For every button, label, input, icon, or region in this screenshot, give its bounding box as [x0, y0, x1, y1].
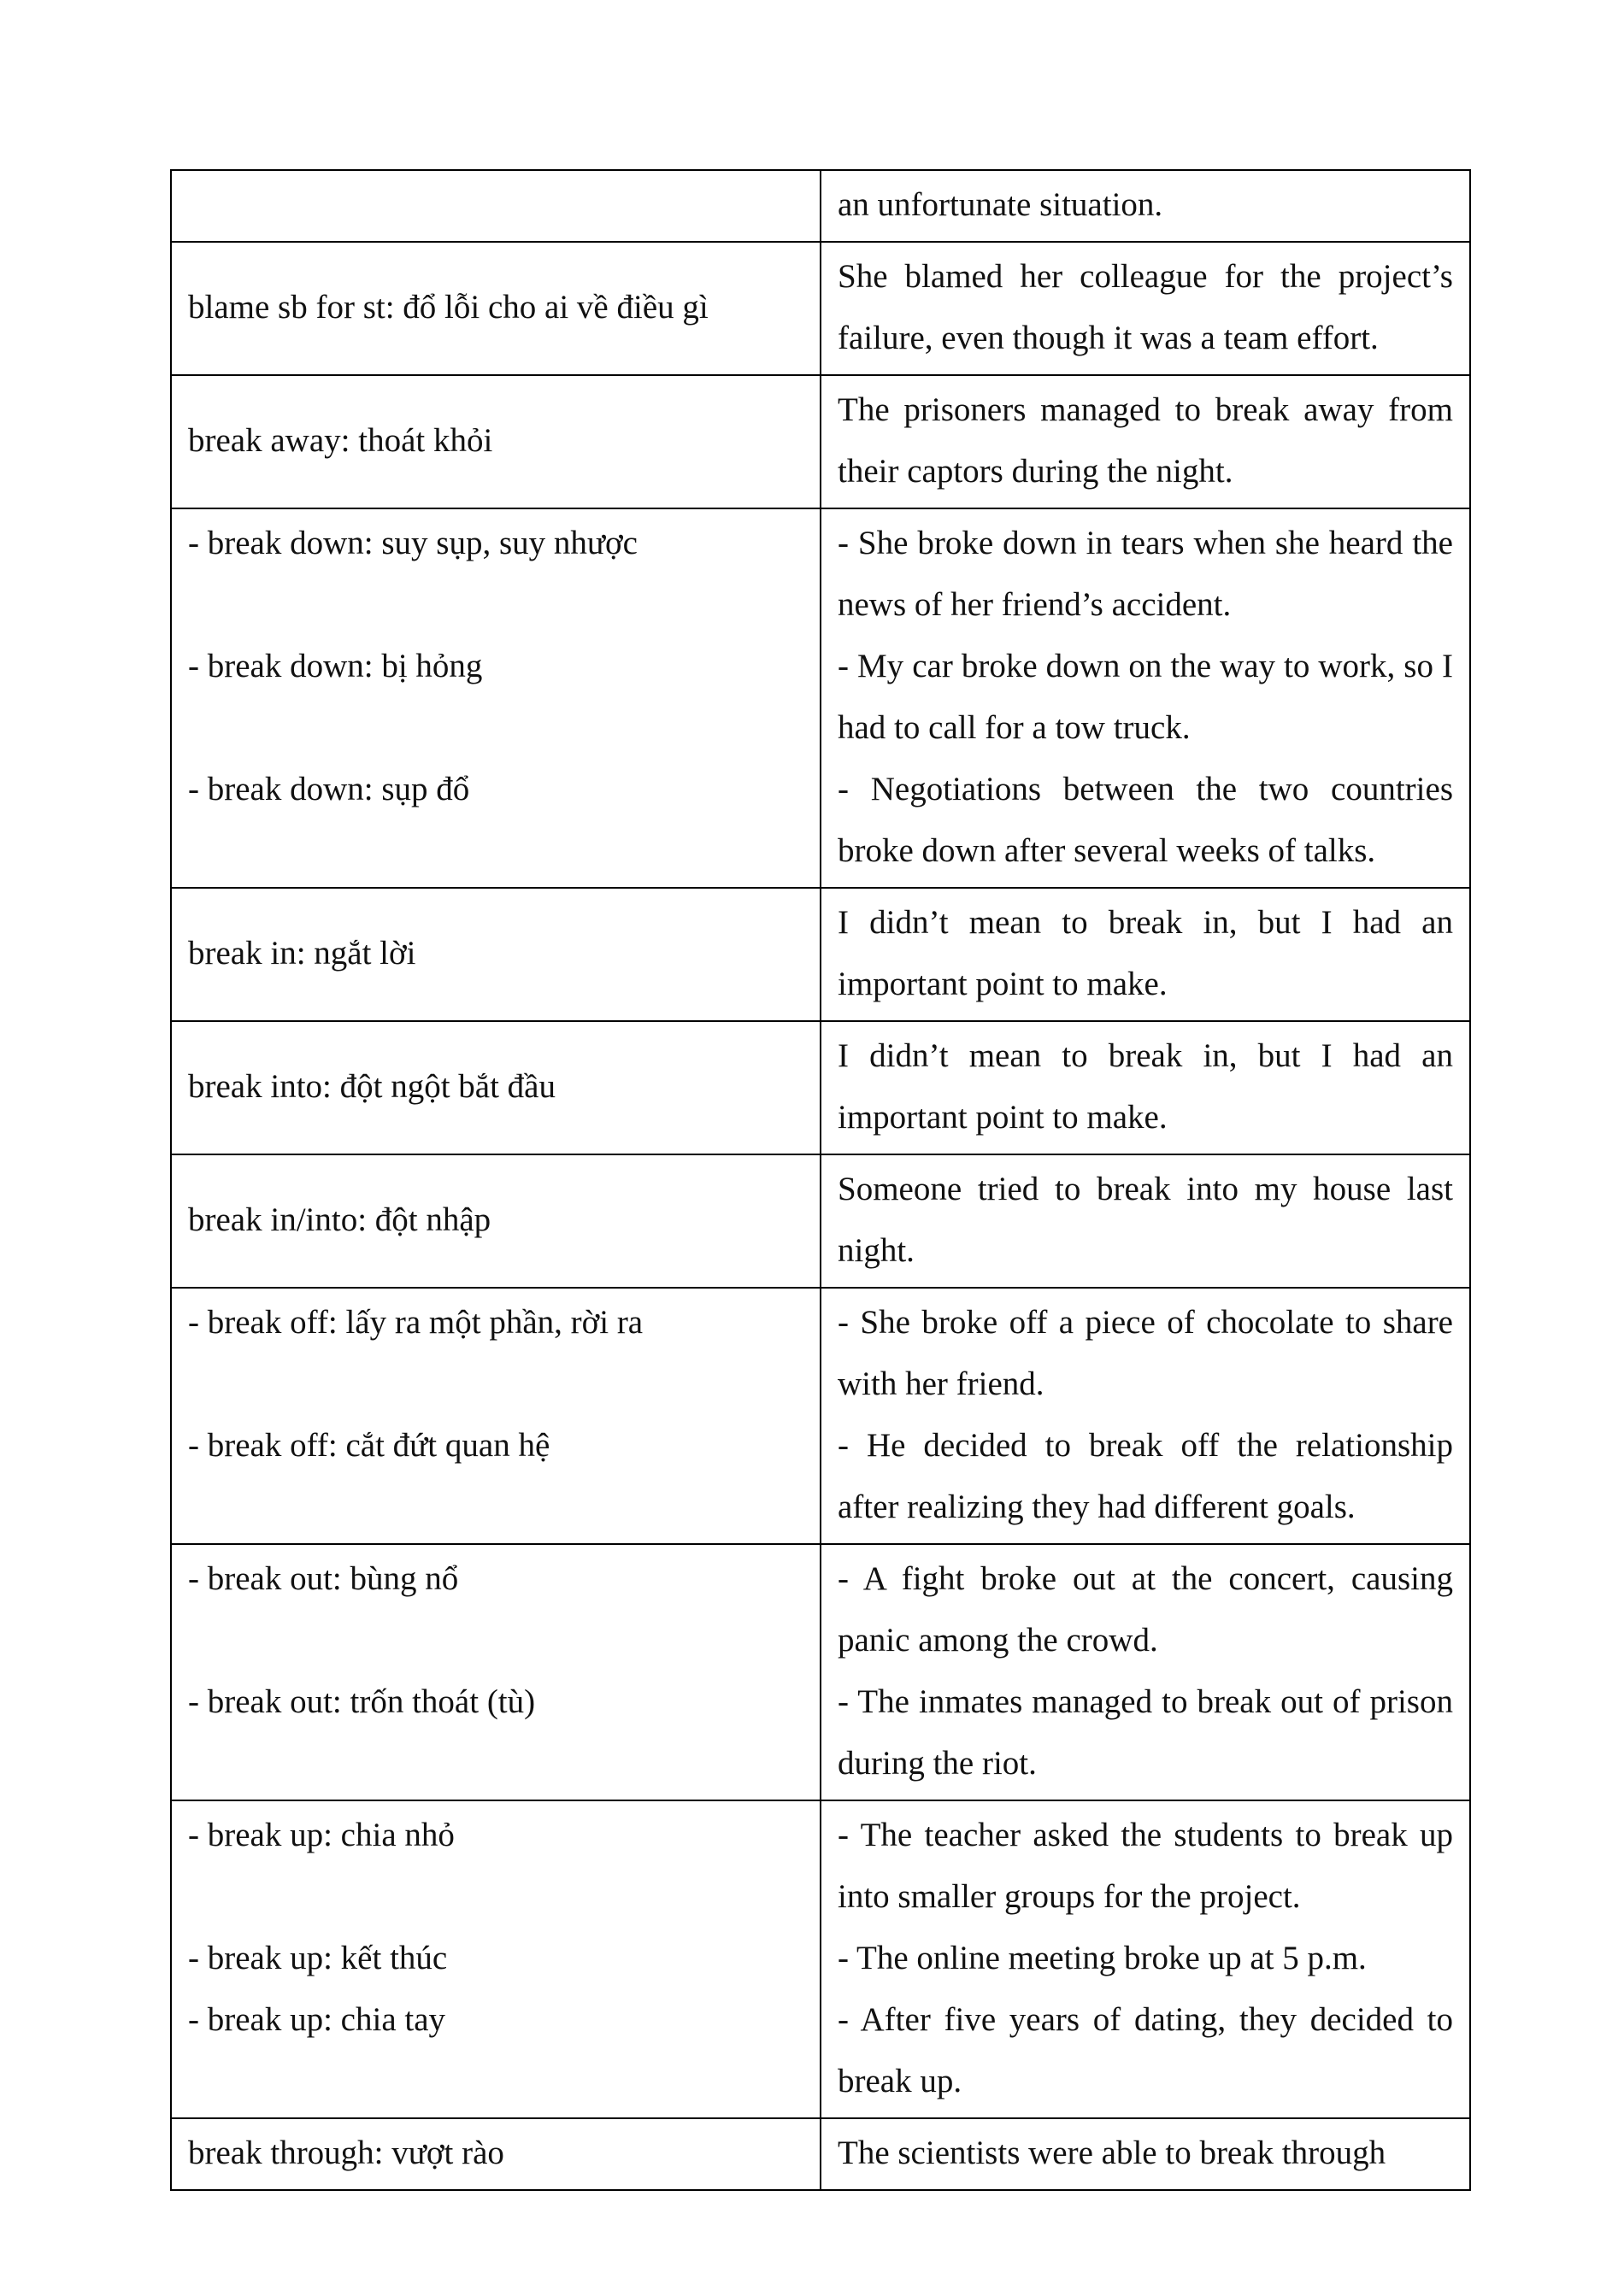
table-row	[171, 1800, 1470, 2118]
term-text: - break up: chia tay	[188, 2001, 446, 2038]
term-cell	[171, 242, 821, 375]
example-text: - Negotiations between the two countries broke down after several weeks of talks.	[838, 771, 1453, 869]
table-row	[171, 170, 1470, 242]
table-row	[171, 1544, 1470, 1800]
term-text: break in/into: đột nhập	[188, 1201, 491, 1238]
example-cell	[821, 375, 1470, 508]
term-text: - break down: sụp đổ	[188, 771, 470, 807]
example-text: - The online meeting broke up at 5 p.m.	[838, 1940, 1367, 1976]
table-row	[171, 242, 1470, 375]
example-text: The scientists were able to break through	[838, 2135, 1386, 2171]
example-text: - She broke off a piece of chocolate to share with her friend.	[838, 1304, 1453, 1402]
term-cell	[171, 375, 821, 508]
term-cell	[171, 170, 821, 242]
term-cell	[171, 1288, 821, 1544]
example-cell	[821, 508, 1470, 888]
term-text: - break down: suy sụp, suy nhược	[188, 525, 638, 561]
example-cell	[821, 242, 1470, 375]
example-text: Someone tried to break into my house last night.	[838, 1171, 1453, 1269]
example-text: - After five years of dating, they decided to break up.	[838, 2001, 1453, 2099]
term-text: break into: đột ngột bắt đầu	[188, 1068, 556, 1105]
term-text	[188, 174, 803, 236]
table-row	[171, 888, 1470, 1021]
example-text: - The teacher asked the students to break up into smaller groups for the project.	[838, 1817, 1453, 1915]
term-cell	[171, 1544, 821, 1800]
term-text: blame sb for st: đổ lỗi cho ai về điều gì	[188, 289, 709, 326]
example-cell	[821, 1288, 1470, 1544]
example-cell	[821, 1021, 1470, 1154]
table-row	[171, 2118, 1470, 2190]
example-cell	[821, 170, 1470, 242]
example-text: - The inmates managed to break out of prison during the riot.	[838, 1683, 1453, 1782]
term-cell	[171, 888, 821, 1021]
term-text: - break off: cắt đứt quan hệ	[188, 1427, 550, 1464]
table-row	[171, 375, 1470, 508]
example-cell	[821, 1544, 1470, 1800]
term-text: - break down: bị hỏng	[188, 648, 483, 684]
term-text: - break out: trốn thoát (tù)	[188, 1683, 536, 1720]
term-cell	[171, 1154, 821, 1288]
vocabulary-table	[170, 169, 1471, 2191]
example-text: an unfortunate situation.	[838, 186, 1163, 223]
table-row	[171, 1288, 1470, 1544]
example-text: The prisoners managed to break away from their captors during the night.	[838, 391, 1453, 490]
term-text: - break out: bùng nổ	[188, 1560, 459, 1597]
example-text: I didn’t mean to break in, but I had an important point to make.	[838, 1037, 1453, 1136]
example-text: She blamed her colleague for the project’s failure, even though it was a team effort.	[838, 258, 1453, 356]
example-cell	[821, 2118, 1470, 2190]
table-row	[171, 1154, 1470, 1288]
example-cell	[821, 1154, 1470, 1288]
example-text: - She broke down in tears when she heard the news of her friend’s accident.	[838, 525, 1453, 623]
term-cell	[171, 508, 821, 888]
example-text: - He decided to break off the relationship after realizing they had different goals.	[838, 1427, 1453, 1525]
term-cell	[171, 1021, 821, 1154]
table-row	[171, 508, 1470, 888]
term-text: break through: vượt rào	[188, 2135, 504, 2171]
term-text: - break off: lấy ra một phần, rời ra	[188, 1304, 644, 1341]
example-text: - My car broke down on the way to work, so I had to call for a tow truck.	[838, 648, 1453, 746]
example-cell	[821, 1800, 1470, 2118]
term-text: break in: ngắt lời	[188, 935, 416, 972]
example-text: I didn’t mean to break in, but I had an important point to make.	[838, 904, 1453, 1002]
example-cell	[821, 888, 1470, 1021]
term-cell	[171, 2118, 821, 2190]
table-row	[171, 1021, 1470, 1154]
example-text: - A fight broke out at the concert, causing panic among the crowd.	[838, 1560, 1453, 1659]
term-text: - break up: kết thúc	[188, 1940, 448, 1976]
term-cell	[171, 1800, 821, 2118]
term-text: - break up: chia nhỏ	[188, 1817, 455, 1853]
term-text: break away: thoát khỏi	[188, 422, 493, 459]
